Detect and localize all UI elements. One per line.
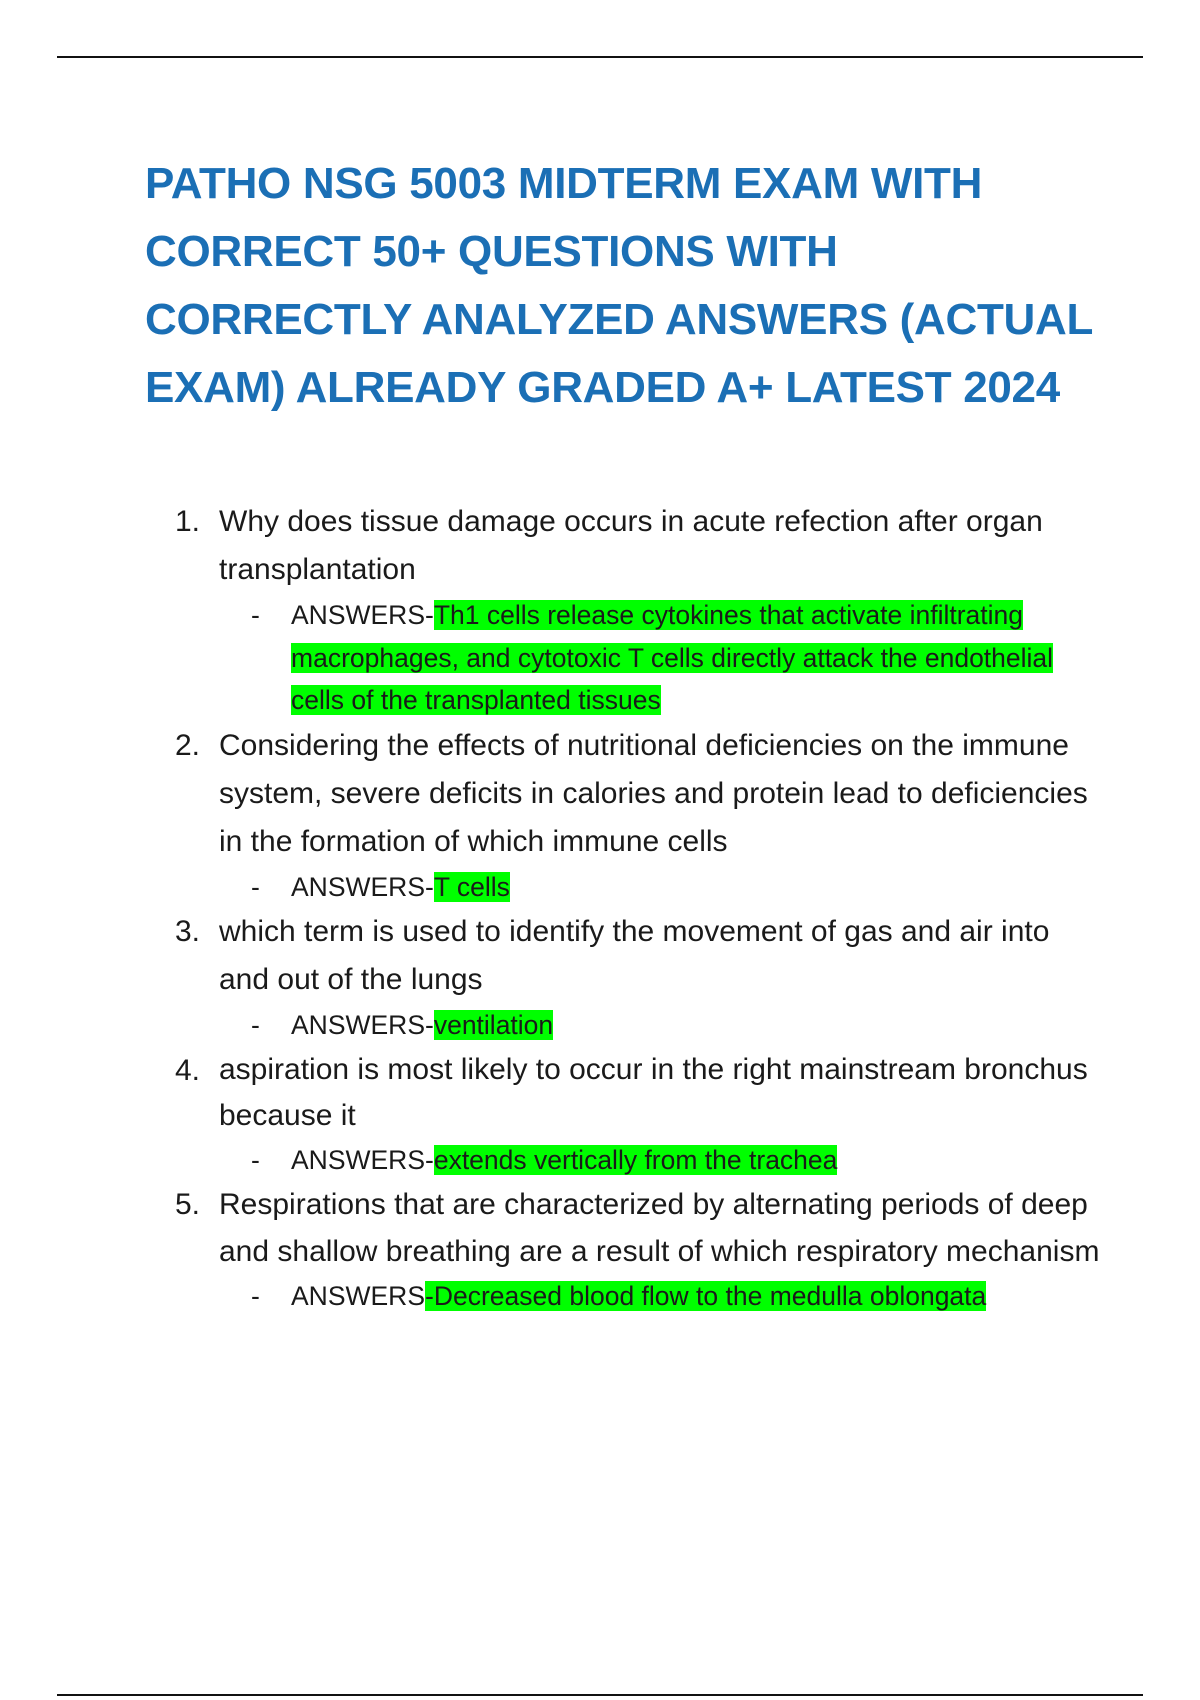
question-number: 1. [175,505,201,538]
question-number: 3. [175,915,201,948]
question-number: 5. [175,1187,201,1221]
answer-highlight: ventilation [433,1010,554,1040]
answer-prefix: ANSWERS [291,1280,425,1311]
bottom-rule [57,1694,1143,1696]
question-item [175,498,1105,722]
question-number: 2. [175,728,201,762]
bullet-dash: - [251,1280,260,1311]
question-text: Considering the effects of nutritional deficiencies on the immune system, severe deficits in calories and protein lead to deficiencies in the formation of which immune cells [219,728,1088,858]
question-text: which term is used to identify the movement of gas and air into and out of the lungs [219,915,1050,996]
answer-prefix: ANSWERS- [291,1144,434,1175]
answer-highlight: T cells [433,871,510,902]
question-item [175,1181,1105,1318]
question-text: Why does tissue damage occurs in acute refection after organ transplantation [219,505,1043,586]
answer-highlight: Th1 cells release cytokines that activate infiltrating macrophages, and cytotoxic T cells directly attack the endothelial cells of the transplanted tissues [291,600,1054,715]
document-title: PATHO NSG 5003 MIDTERM EXAM WITH CORRECT 50+ QUESTIONS WITH CORRECTLY ANALYZED ANSWERS (ACTUAL EXAM) ALREADY GRADED A+ LATEST 2024 [145,159,1093,412]
question-text: Respirations that are characterized by alternating periods of deep and shallow breathing are a result of which respiratory mechanism [219,1187,1100,1268]
answer-prefix: ANSWERS- [291,871,434,902]
bullet-dash: - [251,871,260,902]
answer-prefix: ANSWERS- [291,1010,434,1040]
answer-prefix: ANSWERS- [291,600,434,630]
question-list [175,498,1105,1317]
bullet-dash: - [251,600,260,630]
question-item [175,908,1105,1047]
answer-line [219,1275,1105,1318]
bullet-dash: - [251,1010,260,1040]
answer-line [219,866,1105,909]
answer-line [219,594,1091,722]
answer-line [219,1004,1105,1047]
bullet-dash: - [251,1144,260,1175]
answer-highlight: -Decreased blood flow to the medulla oblongata [425,1280,987,1311]
question-text: aspiration is most likely to occur in the right mainstream bronchus because it [219,1052,1088,1132]
answer-line [219,1139,1105,1181]
question-number: 4. [175,1053,201,1087]
question-item [175,1047,1105,1181]
answer-highlight: extends vertically from the trachea [433,1144,838,1175]
top-rule [57,56,1143,58]
question-item [175,722,1105,909]
